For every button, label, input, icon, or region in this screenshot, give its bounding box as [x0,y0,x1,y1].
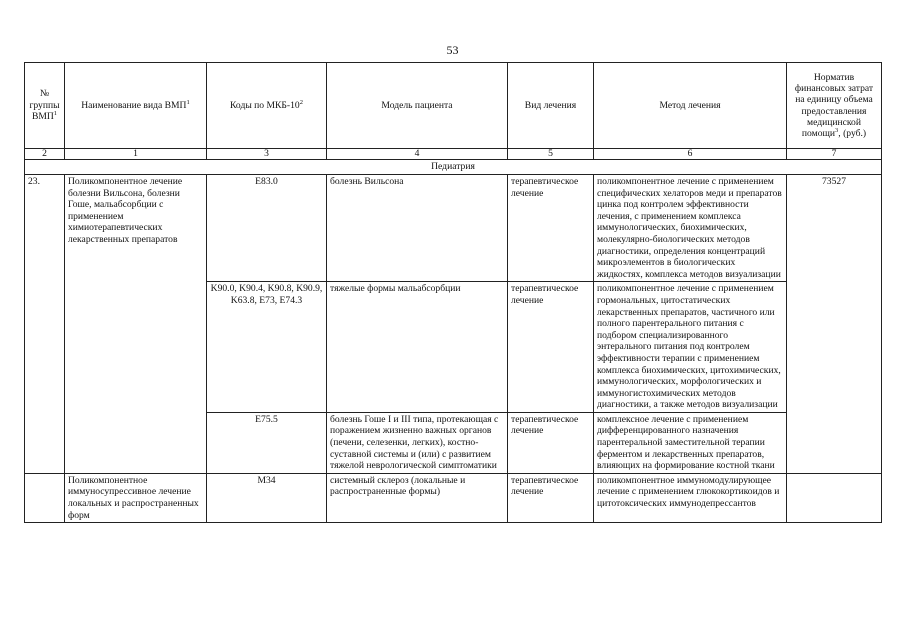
column-number: 5 [508,149,594,160]
column-number: 1 [65,149,207,160]
page-number: 53 [446,43,459,57]
treatment-method: поликомпонентное иммуномодулирующее лечение с применением глюкокортикоидов и цитотоксических иммунодепрессантов [594,473,787,522]
table-row [25,175,882,282]
treatment-method: поликомпонентное лечение с применением гормональных, цитостатических лекарственных препаратов, частичного или полного парентерального питания с подбором специализированного энтерального питания под контролем эффективности терапии с применением комплекса биохимических, цитохимических, иммунологических, морфологических и иммуногистохимических методов диагностики, а также методов визуализации [594,282,787,413]
table-row [25,473,882,522]
icd-codes: E75.5 [207,412,327,473]
patient-model: болезнь Вильсона [327,175,508,282]
financial-norm: 73527 [787,175,882,474]
financial-norm [787,473,882,522]
icd-codes: M34 [207,473,327,522]
header-patient-model: Модель пациента [327,63,508,149]
section-row [25,160,882,175]
header-icd-codes: Коды по МКБ-$10^2$ [207,63,327,149]
header-group-number: № группы ВМП$^1$ [25,63,65,149]
treatment-method: поликомпонентное лечение с применением специфических хелаторов меди и препаратов цинка под контролем эффективности лечения, с применением комплекса иммунологических, биохимических, молекулярно-биологических методов диагностики, определения концентраций микроэлементов в биологических жидкостях, комплекса методов визуализации [594,175,787,282]
header-row [25,63,882,149]
treatment-method: комплексное лечение с применением дифференцированного назначения парентеральной заместительной терапии ферментом и лекарственных препаратов, влияющих на формирование костной ткани [594,412,787,473]
vmp-name: Поликомпонентное иммуносупрессивное лечение локальных и распространенных форм [65,473,207,522]
treatment-type: терапевтическое лечение [508,412,594,473]
group-number: 23. [25,175,65,474]
vmp-name: Поликомпонентное лечение болезни Вильсона, болезни Гоше, мальабсорбции с применением химиотерапевтических лекарственных препаратов [65,175,207,474]
treatment-type: терапевтическое лечение [508,473,594,522]
patient-model: тяжелые формы мальабсорбции [327,282,508,413]
group-number [25,473,65,522]
header-vmp-name: Наименование вида ВМП$^1$ [65,63,207,149]
treatment-type: терапевтическое лечение [508,282,594,413]
patient-model: болезнь Гоше I и III типа, протекающая с поражением жизненно важных органов (печени, селезенки, легких), костно-суставной системы и (или) с развитием тяжелой неврологической симптоматики [327,412,508,473]
column-number: 7 [787,149,882,160]
icd-codes: E83.0 [207,175,327,282]
column-number-row [25,149,882,160]
header-financial-norm: Норматив финансовых затрат на единицу объема предоставления медицинской помощи$^3$, (руб.) [787,63,882,149]
treatment-type: терапевтическое лечение [508,175,594,282]
column-number: 4 [327,149,508,160]
column-number: 2 [25,149,65,160]
section-title: Педиатрия [25,160,882,175]
header-treatment-method: Метод лечения [594,63,787,149]
vmp-table [24,62,882,523]
column-number: 6 [594,149,787,160]
column-number: 3 [207,149,327,160]
header-treatment-type: Вид лечения [508,63,594,149]
patient-model: системный склероз (локальные и распространенные формы) [327,473,508,522]
icd-codes: K90.0, K90.4, K90.8, K90.9, K63.8, E73, E74.3 [207,282,327,413]
